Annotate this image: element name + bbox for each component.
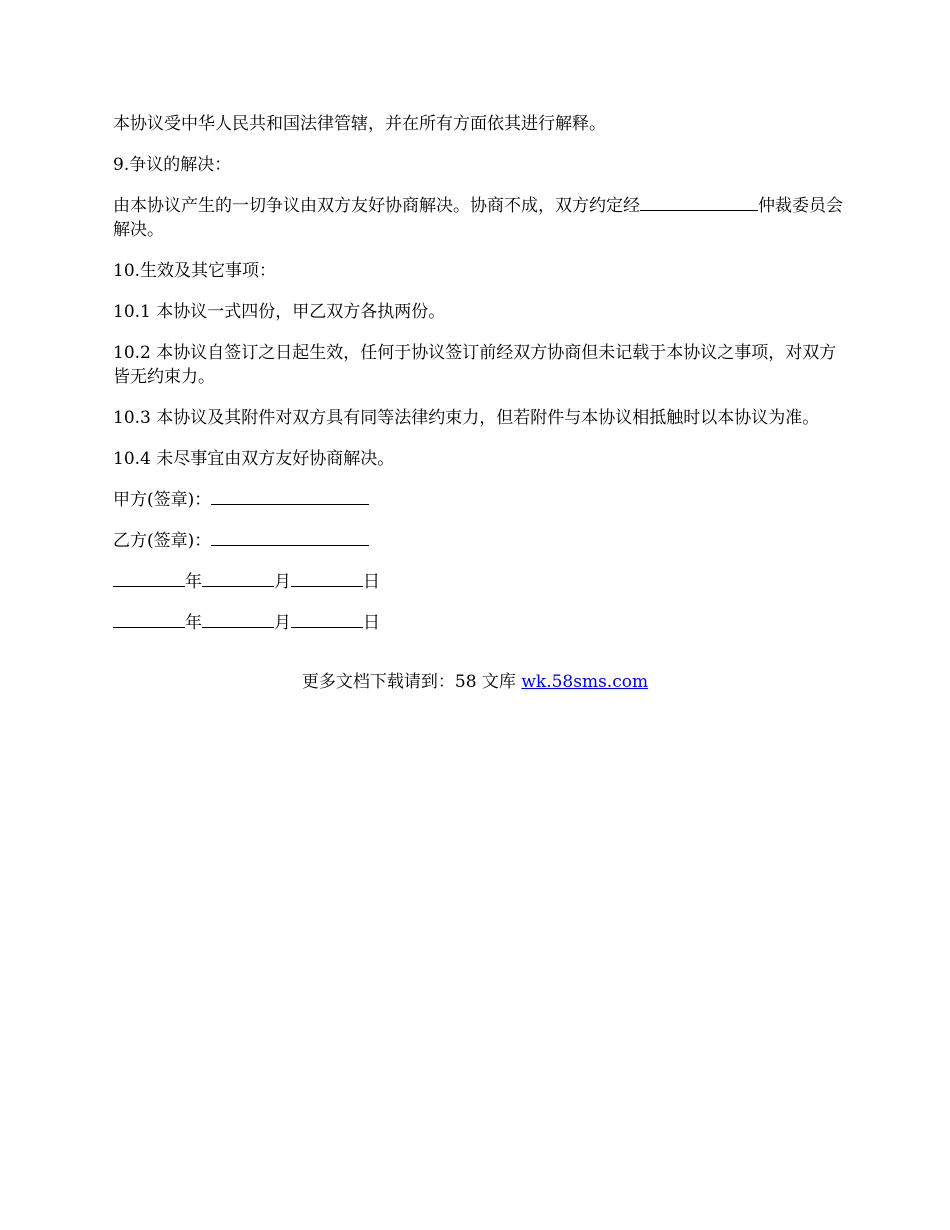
section-9-text-after: 仲裁委员会解决。 [113,196,843,240]
download-footer [0,670,950,694]
date-line-2 [113,611,843,635]
party-b-label: 乙方(签章)： [113,531,212,551]
party-a-signature-blank [211,488,369,505]
month-label: 月 [274,572,291,592]
party-a-label: 甲方(签章)： [113,490,212,510]
year-label: 年 [185,613,202,633]
item-10-2: 10.2 本协议自签订之日起生效，任何于协议签订前经双方协商但未记载于本协议之事项，对双方皆无约束力。 [113,343,837,387]
section-9-heading: 9.争议的解决： [113,155,232,175]
section-9-text-before: 由本协议产生的一切争议由双方友好协商解决。协商不成，双方约定经 [113,196,640,216]
month-blank [202,570,274,587]
item-10-3: 10.3 本协议及其附件对双方具有同等法律约束力，但若附件与本协议相抵触时以本协议为准。 [113,408,820,428]
date-line-1 [113,570,843,594]
footer-link[interactable]: wk.58sms.com [521,672,649,692]
day-blank [291,611,363,628]
item-10-1: 10.1 本协议一式四份，甲乙双方各执两份。 [113,302,446,322]
section-10-heading: 10.生效及其它事项： [113,261,277,281]
day-label: 日 [363,613,380,633]
footer-text: 更多文档下载请到：58 文库 [301,672,522,692]
arbitration-blank [640,194,758,211]
item-10-4: 10.4 未尽事宜由双方友好协商解决。 [113,449,395,469]
year-label: 年 [185,572,202,592]
governing-law-paragraph: 本协议受中华人民共和国法律管辖，并在所有方面依其进行解释。 [113,114,606,134]
party-b-signature-blank [211,529,369,546]
section-9-paragraph [113,194,843,242]
party-b-signature-line [113,529,843,553]
document-body [113,112,843,652]
party-a-signature-line [113,488,843,512]
day-blank [291,570,363,587]
year-blank [113,611,185,628]
day-label: 日 [363,572,380,592]
month-blank [202,611,274,628]
month-label: 月 [274,613,291,633]
year-blank [113,570,185,587]
